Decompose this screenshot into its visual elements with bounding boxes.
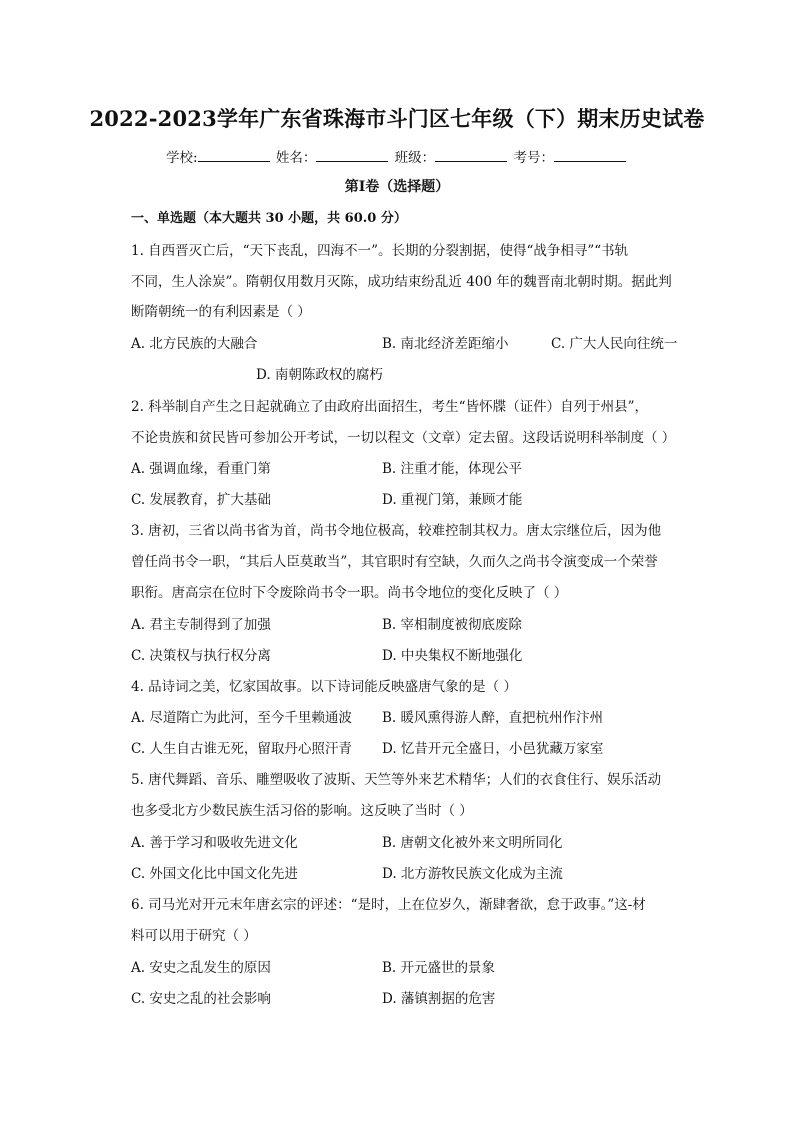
question-line: 也多受北方少数民族生活习俗的影响。这反映了当时（ ） xyxy=(131,803,473,819)
option-c[interactable]: C. 外国文化比中国文化先进 xyxy=(131,866,298,882)
school-label: 学校: xyxy=(166,150,198,166)
question-line: 不论贵族和贫民皆可参加公开考试，一切以程文（文章）定去留。这段话说明科举制度（ ） xyxy=(131,430,676,446)
option-b[interactable]: B. 唐朝文化被外来文明所同化 xyxy=(382,835,563,851)
question-line: 5. 唐代舞蹈、音乐、雕塑吸收了波斯、天竺等外来艺术精华；人们的衣食住行、娱乐活动 xyxy=(131,772,662,788)
page-title: 2022-2023学年广东省珠海市斗门区七年级（下）期末历史试卷 xyxy=(89,106,705,131)
exam-no-label: 考号： xyxy=(513,150,554,166)
option-c[interactable]: C. 决策权与执行权分离 xyxy=(131,648,271,664)
question-line: 不同，生人涂炭”。隋朝仅用数月灭陈，成功结束纷乱近 400 年的魏晋南北朝时期。据此判 xyxy=(131,274,672,290)
section-title: 一、单选题（本大题共 30 小题，共 60.0 分） xyxy=(131,211,407,226)
option-b[interactable]: B. 注重才能，体现公平 xyxy=(382,461,523,477)
option-d[interactable]: D. 北方游牧民族文化成为主流 xyxy=(382,866,563,882)
option-d[interactable]: D. 藩镇割据的危害 xyxy=(382,991,496,1007)
name-blank[interactable] xyxy=(316,149,388,162)
question-line: 3. 唐初，三省以尚书省为首，尚书令地位极高，较难控制其权力。唐太宗继位后，因为他 xyxy=(131,523,662,539)
class-label: 班级： xyxy=(394,150,436,166)
option-a[interactable]: A. 君主专制得到了加强 xyxy=(131,617,271,633)
option-a[interactable]: A. 安史之乱发生的原因 xyxy=(131,960,271,976)
school-blank[interactable] xyxy=(198,149,270,162)
question-line: 断隋朝统一的有利因素是（ ） xyxy=(131,304,311,320)
option-c[interactable]: C. 广大人民向往统一 xyxy=(551,336,678,352)
question-line: 曾任尚书令一职，“其后人臣莫敢当”，其官职时有空缺，久而久之尚书令演变成一个荣誉 xyxy=(131,554,658,570)
name-label: 姓名： xyxy=(275,150,317,166)
question-line: 6. 司马光对开元末年唐玄宗的评述：“是时，上在位岁久，渐肆奢欲，怠于政事。”这-材 xyxy=(131,897,646,913)
question-line: 1. 自西晋灭亡后，“天下丧乱，四海不一”。长期的分裂割据，使得“战争相寻”“书轨 xyxy=(131,243,629,259)
question-line: 料可以用于研究（ ） xyxy=(131,928,257,944)
class-blank[interactable] xyxy=(435,149,507,162)
option-d[interactable]: D. 南朝陈政权的腐朽 xyxy=(256,367,383,383)
option-b[interactable]: B. 暖风熏得游人醉，直把杭州作汴州 xyxy=(382,710,604,726)
option-a[interactable]: A. 北方民族的大融合 xyxy=(131,336,258,352)
option-d[interactable]: D. 忆昔开元全盛日，小邑犹藏万家室 xyxy=(382,741,604,757)
option-a[interactable]: A. 尽道隋亡为此河，至今千里赖通波 xyxy=(131,710,352,726)
option-c[interactable]: C. 安史之乱的社会影响 xyxy=(131,991,271,1007)
option-d[interactable]: D. 中央集权不断地强化 xyxy=(382,648,523,664)
student-info-row xyxy=(0,146,794,166)
question-line: 职衔。唐高宗在位时下令废除尚书令一职。尚书令地位的变化反映了（ ） xyxy=(131,585,568,601)
part-title: 第Ⅰ卷（选择题） xyxy=(344,179,450,195)
question-line: 4. 品诗词之美，忆家国故事。以下诗词能反映盛唐气象的是（ ） xyxy=(131,679,517,695)
question-line: 2. 科举制自产生之日起就确立了由政府出面招生，考生“皆怀牒（证件）自列于州县”， xyxy=(131,399,648,415)
option-c[interactable]: C. 发展教育，扩大基础 xyxy=(131,492,271,508)
option-d[interactable]: D. 重视门第，兼顾才能 xyxy=(382,492,523,508)
option-b[interactable]: B. 开元盛世的景象 xyxy=(382,960,496,976)
option-b[interactable]: B. 宰相制度被彻底废除 xyxy=(382,617,523,633)
option-a[interactable]: A. 强调血缘，看重门第 xyxy=(131,461,271,477)
option-a[interactable]: A. 善于学习和吸收先进文化 xyxy=(131,835,298,851)
option-c[interactable]: C. 人生自古谁无死，留取丹心照汗青 xyxy=(131,741,352,757)
exam-no-blank[interactable] xyxy=(554,149,626,162)
option-b[interactable]: B. 南北经济差距缩小 xyxy=(382,336,509,352)
